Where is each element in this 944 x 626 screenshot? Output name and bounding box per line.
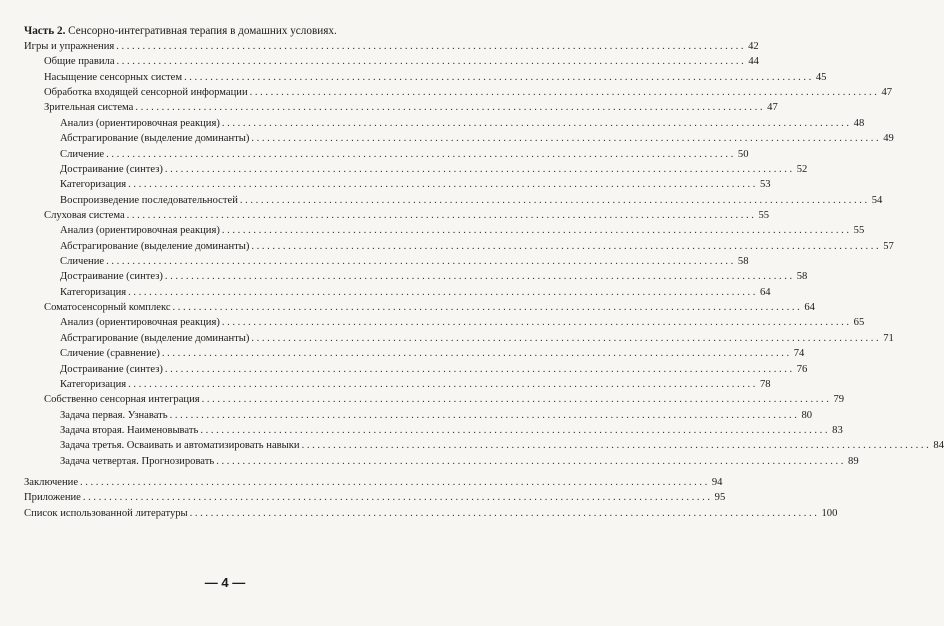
toc-entry[interactable] [0,331,894,346]
toc-entry-page: 79 [833,394,845,406]
dot-leader: ........................................................................................................................ [251,133,882,145]
toc-entry-title: Категоризация [60,179,127,191]
toc-entry-title: Анализ (ориентировочная реакция) [60,225,220,237]
toc-entry-title: Слуховая система [44,209,125,221]
dot-leader: ........................................................................................................................ [251,240,882,252]
toc-entry-page: 65 [853,317,865,329]
page-number: — 4 — [204,575,246,590]
toc-entry[interactable] [0,454,859,469]
toc-entry[interactable] [0,423,843,438]
toc-entry-page: 71 [883,332,894,344]
dot-leader: ........................................................................................................................ [221,225,852,237]
toc-entry-page: 53 [759,179,771,191]
dot-leader: ........................................................................................................................ [116,56,747,68]
toc-entry-title: Общие правила [44,56,115,68]
toc-entry[interactable] [0,162,808,177]
toc-entry-title: Список использованной литературы [24,507,188,519]
dot-leader: ........................................................................................................................ [128,286,758,298]
dot-leader: ........................................................................................................................ [126,209,757,221]
toc-entry-page: 48 [853,117,865,129]
toc-entry[interactable] [0,362,808,377]
toc-entry-title: Задача вторая. Наименовывать [60,424,199,436]
toc-entry[interactable] [0,100,778,115]
toc-entry-page: 89 [848,455,859,467]
toc-entry[interactable] [0,392,845,407]
toc-entry-title: Сличение [60,148,105,160]
toc-entry-title: Абстрагирование (выделение доминанты) [60,133,250,145]
toc-entry[interactable] [0,223,865,238]
toc-entry-page: 55 [853,225,865,237]
toc-entry-page: 45 [815,71,827,83]
dot-leader: ........................................................................................................................ [106,148,736,160]
toc-entry[interactable] [0,116,865,131]
toc-entry[interactable] [0,177,771,192]
toc-entry-title: Сличение [60,256,105,268]
toc-entry-title: Зрительная система [44,102,134,114]
toc-entry-page: 78 [759,378,771,390]
toc-entry-page: 55 [758,209,770,221]
dot-leader: ........................................................................................................................ [135,102,766,114]
toc-entry-title: Анализ (ориентировочная реакция) [60,117,220,129]
toc-entry-title: Категоризация [60,286,127,298]
toc-entry[interactable] [0,346,805,361]
toc-entry-page: 64 [759,286,771,298]
toc-entry-page: 57 [883,240,894,252]
toc-entry-page: 58 [796,271,808,283]
toc-entry-title: Анализ (ориентировочная реакция) [60,317,220,329]
toc-entry-page: 74 [793,348,805,360]
dot-leader: ........................................................................................................................ [251,332,882,344]
toc-entry[interactable] [0,506,838,521]
toc-entry-page: 44 [748,56,759,68]
toc-entry[interactable] [0,300,815,315]
dot-leader: ........................................................................................................................ [221,117,852,129]
dot-leader: ........................................................................................................................ [169,409,800,421]
dot-leader: ........................................................................................................................ [221,317,852,329]
toc-entry[interactable] [0,85,893,100]
toc-entry-title: Задача четвертая. Прогнозировать [60,455,215,467]
dot-leader: ........................................................................................................................ [82,492,713,504]
toc-entry[interactable] [0,315,865,330]
toc-entry-page: 47 [767,102,778,114]
toc-entry[interactable] [0,54,759,69]
toc-entry[interactable] [0,70,827,85]
toc-entry-title: Достраивание (синтез) [60,363,163,375]
toc-entry-page: 84 [933,440,944,452]
toc-entry-title: Обработка входящей сенсорной информации [44,87,248,99]
toc-entry-title: Воспроизведение последовательностей [60,194,238,206]
dot-leader: ........................................................................................................................ [80,477,710,489]
toc-entry-page: 58 [737,256,749,268]
dot-leader: ........................................................................................................................ [164,271,795,283]
dot-leader: ........................................................................................................................ [249,87,880,99]
toc-entry-page: 47 [881,87,893,99]
toc-entry-page: 49 [883,133,894,145]
dot-leader: ........................................................................................................................ [161,348,792,360]
dot-leader: ........................................................................................................................ [216,455,847,467]
toc-entry-title: Насыщение сенсорных систем [44,71,183,83]
dot-leader: ........................................................................................................................ [201,394,832,406]
dot-leader: ........................................................................................................................ [164,363,795,375]
toc-entry-title: Сличение (сравнение) [60,348,160,360]
dot-leader: ........................................................................................................................ [189,507,820,519]
toc-entry-page: 50 [737,148,749,160]
toc-entry-page: 94 [711,477,723,489]
toc-entry-title: Собственно сенсорная интеграция [44,394,200,406]
table-of-contents [0,39,944,521]
toc-entry-title: Заключение [24,477,79,489]
toc-entry[interactable] [0,490,726,505]
toc-entry-title: Приложение [24,492,81,504]
dot-leader: ........................................................................................................................ [172,302,803,314]
part-label: Часть 2. [24,25,66,37]
toc-entry[interactable] [0,208,770,223]
toc-entry[interactable] [0,269,808,284]
dot-leader: ........................................................................................................................ [128,179,758,191]
toc-entry[interactable] [0,475,723,490]
toc-entry-page: 76 [796,363,808,375]
toc-entry[interactable] [0,254,749,269]
toc-entry-page: 54 [871,194,883,206]
toc-entry[interactable] [0,131,894,146]
toc-entry-page: 83 [832,424,843,436]
toc-entry-title: Достраивание (синтез) [60,271,163,283]
part-title: Сенсорно-интегративная терапия в домашних условиях. [65,25,337,37]
dot-leader: ........................................................................................................................ [164,163,795,175]
dot-leader: ........................................................................................................................ [116,41,747,52]
dot-leader: ........................................................................................................................ [239,194,870,206]
toc-entry-title: Достраивание (синтез) [60,163,163,175]
toc-entry-page: 42 [748,41,759,52]
toc-entry-page: 100 [821,507,838,519]
toc-entry[interactable] [0,147,749,162]
toc-entry-title: Задача первая. Узнавать [60,409,168,421]
toc-entry-title: Соматосенсорный комплекс [44,302,171,314]
toc-entry-title: Задача третья. Осваивать и автоматизировать навыки [60,440,300,452]
toc-entry-page: 52 [796,163,808,175]
dot-leader: ........................................................................................................................ [301,440,932,452]
toc-entry-title: Категоризация [60,378,127,390]
toc-entry-title: Абстрагирование (выделение доминанты) [60,240,250,252]
toc-entry[interactable] [0,239,894,254]
dot-leader: ........................................................................................................................ [106,256,736,268]
toc-entry[interactable] [0,193,883,208]
toc-entry[interactable] [0,285,771,300]
section-heading [24,24,337,38]
dot-leader: ........................................................................................................................ [184,71,814,83]
toc-entry[interactable] [0,408,813,423]
toc-entry-title: Игры и упражнения [24,41,115,52]
toc-entry[interactable] [0,377,771,392]
toc-entry-page: 95 [714,492,726,504]
toc-entry-title: Абстрагирование (выделение доминанты) [60,332,250,344]
dot-leader: ........................................................................................................................ [128,378,758,390]
toc-entry[interactable] [0,438,944,453]
toc-entry-page: 80 [801,409,813,421]
dot-leader: ........................................................................................................................ [200,424,831,436]
toc-entry[interactable] [0,39,759,54]
toc-entry-page: 64 [804,302,815,314]
